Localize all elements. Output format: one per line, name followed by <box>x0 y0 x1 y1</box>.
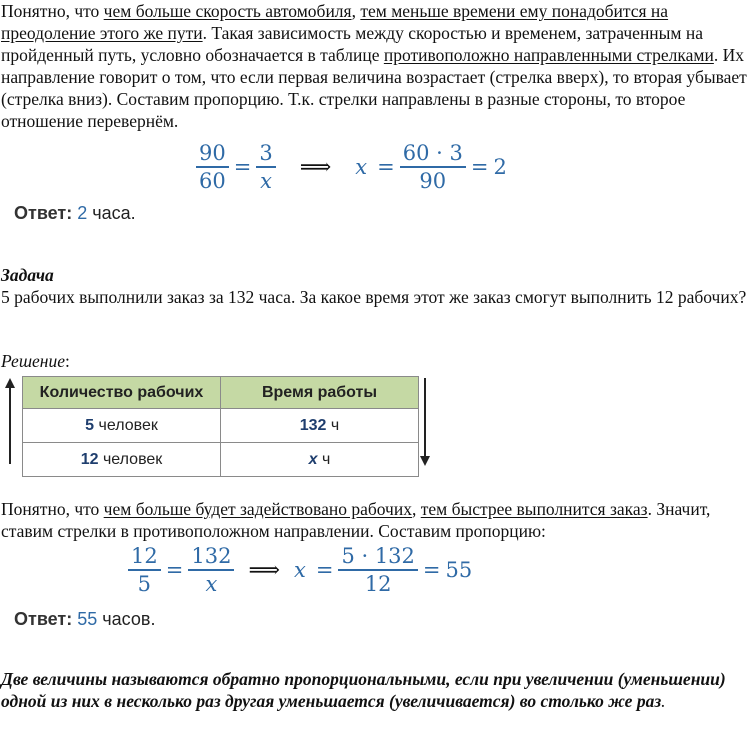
answer-1: Ответ: 2 часа. <box>14 203 136 223</box>
underlined-phrase: чем больше скорость автомобиля <box>103 1 352 21</box>
intro-paragraph: Понятно, что чем больше скорость автомобиля, тем меньше времени ему понадобится на преодоление этого же пути. Такая зависимость между скоростью и временем, затраченным на пройденный путь, условно обозначается в таблице противоположно направленными стрелками. Их направление говорит о том, что если первая величина возрастает (стрелка вверх), то вторая убывает (стрелка вниз). Составим пропорцию. Т.к. стрелки направлены в разные стороны, то второе отношение перевернём. <box>1 1 747 131</box>
table-row <box>23 409 419 443</box>
task-heading: Задача <box>1 265 54 285</box>
implies-arrow-icon: ⟹ <box>299 154 332 180</box>
solution-label: Решение: <box>1 351 70 371</box>
fraction: $\frac{60 \cdot 3}{90}$ <box>400 141 466 193</box>
table-cell: 12 человек <box>23 443 221 477</box>
formula-2: $\frac{12}{5}$ = $\frac{132}{x}$ ⟹ x = $\frac{5 \cdot 132}{12}$ = 55 <box>128 544 472 596</box>
paragraph-2: Понятно, что чем больше будет задействовано рабочих, тем быстрее выполнится заказ. Значит, ставим стрелки в противоположном направлении. Составим пропорцию: <box>1 499 711 541</box>
task-text: 5 рабочих выполнили заказ за 132 часа. За какое время этот же заказ смогут выполнить 12 рабочих? <box>1 287 747 307</box>
down-arrow-line <box>424 378 426 456</box>
table-cell: x ч <box>221 443 419 477</box>
up-arrow-icon <box>5 378 15 388</box>
column-header: Время работы <box>221 377 419 409</box>
table-cell: 5 человек <box>23 409 221 443</box>
fraction: $\frac{12}{5}$ <box>128 544 161 596</box>
fraction: $\frac{3}{x}$ <box>256 141 275 193</box>
definition-text: Две величины называются обратно пропорциональными, если при увеличении (уменьшении) одной из них в несколько раз другая уменьшается (увеличивается) во столько же раз. <box>1 669 726 711</box>
fraction: $\frac{90}{60}$ <box>196 141 229 193</box>
formula-1: $\frac{90}{60}$ = $\frac{3}{x}$ ⟹ x = $\frac{60 \cdot 3}{90}$ = 2 <box>196 141 507 193</box>
table-header-row <box>23 377 419 409</box>
answer-2: Ответ: 55 часов. <box>14 609 156 629</box>
workers-table <box>22 376 419 477</box>
down-arrow-icon <box>420 456 430 466</box>
underlined-phrase: противоположно направленными стрелками <box>383 45 714 65</box>
underlined-phrase: чем больше будет задействовано рабочих <box>103 499 412 519</box>
implies-arrow-icon: ⟹ <box>248 557 280 583</box>
fraction: $\frac{5 \cdot 132}{12}$ <box>338 544 417 596</box>
table-row <box>23 443 419 477</box>
up-arrow-line <box>9 386 11 464</box>
table-cell: 132 ч <box>221 409 419 443</box>
underlined-phrase: тем быстрее выполнится заказ <box>420 499 648 519</box>
fraction: $\frac{132}{x}$ <box>188 544 234 596</box>
underlined-phrase: тем меньше времени ему понадобится на преодоление этого же пути <box>1 1 669 43</box>
column-header: Количество рабочих <box>23 377 221 409</box>
